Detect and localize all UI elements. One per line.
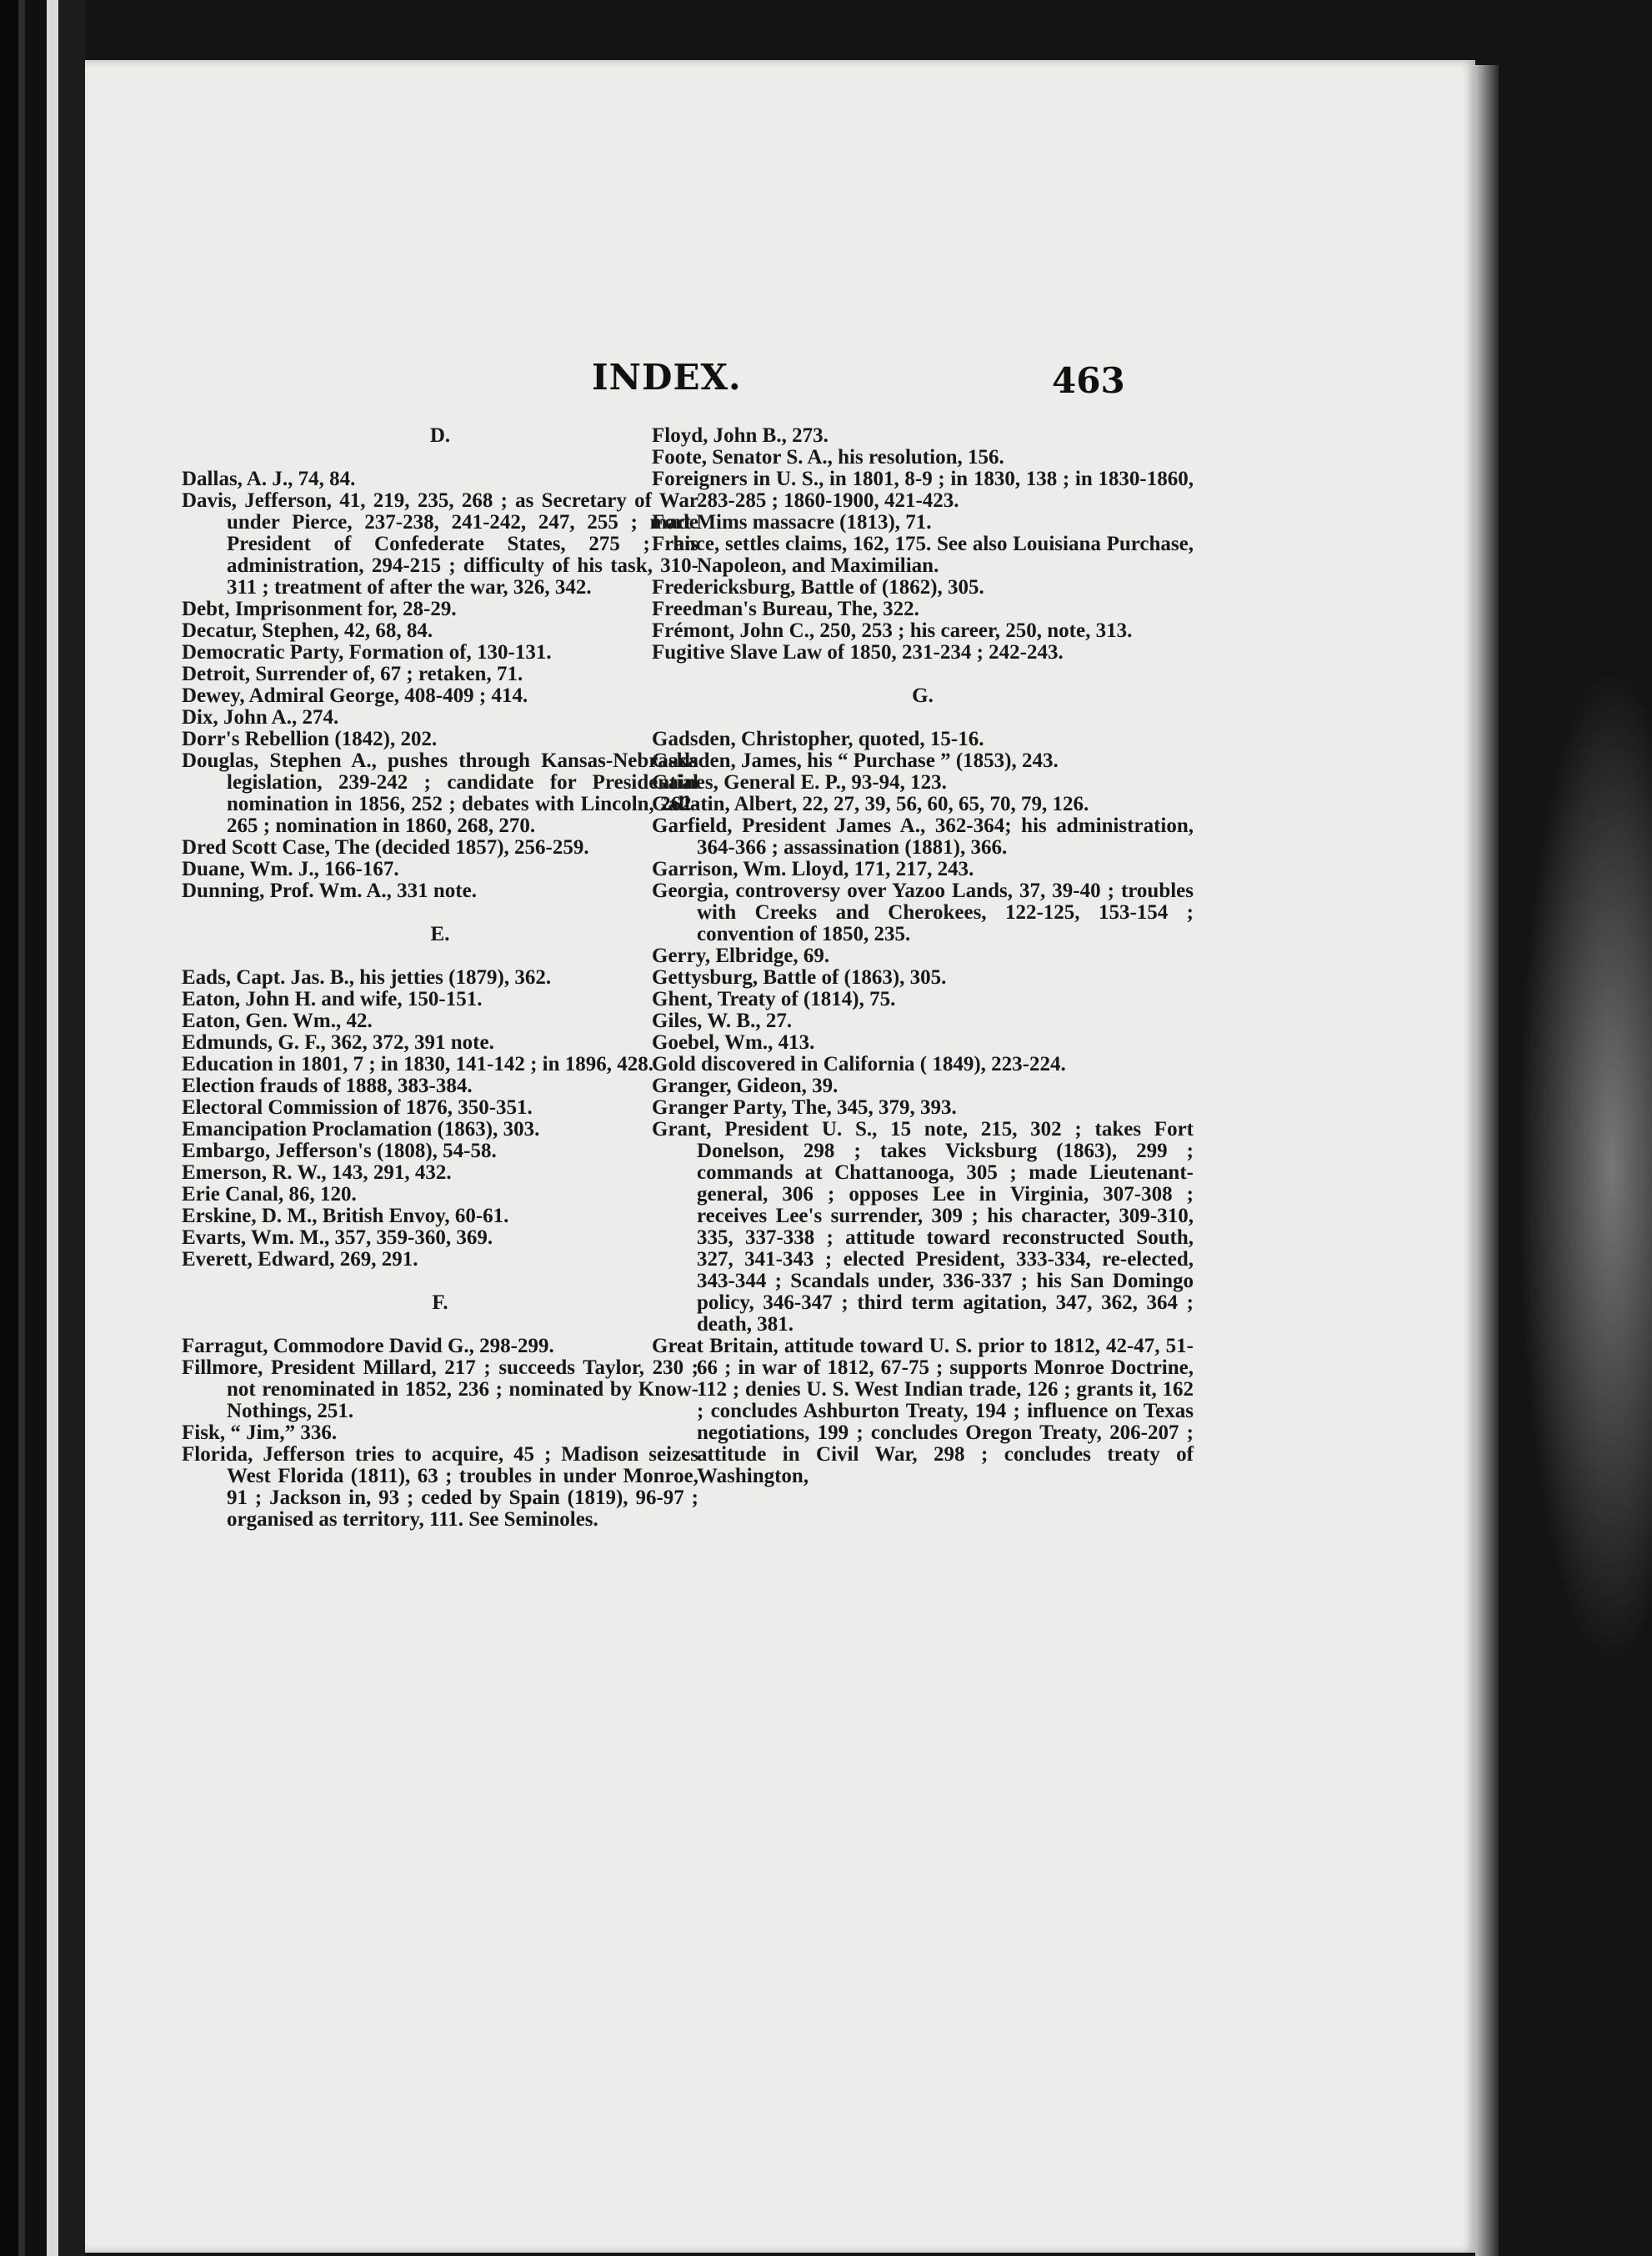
index-entry: Duane, Wm. J., 166-167.: [182, 858, 399, 880]
index-entry: Granger, Gideon, 39.: [652, 1075, 839, 1097]
index-entry: Gadsden, James, his “ Purchase ” (1853), 243.: [652, 749, 1059, 772]
index-entry: Edmunds, G. F., 362, 372, 391 note.: [182, 1031, 494, 1054]
index-entry: Detroit, Surrender of, 67 ; retaken, 71.: [182, 663, 523, 685]
index-entry: Gerry, Elbridge, 69.: [652, 945, 830, 967]
index-entry: Fredericksburg, Battle of (1862), 305.: [652, 576, 984, 599]
index-entry: Dewey, Admiral George, 408-409 ; 414.: [182, 684, 528, 707]
page-number: 463: [1052, 360, 1125, 401]
index-entry: Florida, Jefferson tries to acquire, 45 ; Madison seizes West Florida (1811), 63 ; troubles in under Monroe, 91 ; Jackson in, 93 ; ceded by Spain (1819), 96-97 ; organised as territory, 111. See Seminoles.: [182, 1443, 698, 1531]
index-entry: Fisk, “ Jim,” 336.: [182, 1421, 338, 1444]
index-entry: Foreigners in U. S., in 1801, 8-9 ; in 1830, 138 ; in 1830-1860, 283-285 ; 1860-1900, 421-423.: [652, 468, 1194, 512]
index-entry: Giles, W. B., 27.: [652, 1010, 793, 1032]
index-entry: Ghent, Treaty of (1814), 75.: [652, 988, 896, 1010]
index-entry: Gold discovered in California ( 1849), 223-224.: [652, 1053, 1066, 1075]
index-entry: Foote, Senator S. A., his resolution, 156.: [652, 446, 1004, 469]
section-letter-heading: D.: [429, 424, 451, 447]
background-light-glare: [1517, 667, 1652, 1667]
index-entry: Granger Party, The, 345, 379, 393.: [652, 1096, 957, 1119]
index-entry: Dred Scott Case, The (decided 1857), 256-259.: [182, 836, 589, 859]
index-column-left: [182, 425, 698, 1531]
index-entry: Great Britain, attitude toward U. S. prior to 1812, 42-47, 51-66 ; in war of 1812, 67-75 ; supports Monroe Doctrine, 112 ; denies U. S. West Indian trade, 126 ; grants it, 162 ; concludes Ashburton Treaty, 194 ; influence on Texas negotiations, 199 ; concludes Oregon Treaty, 206-207 ; attitude in Civil War, 298 ; concludes treaty of Washington,: [652, 1335, 1194, 1487]
index-entry: Grant, President U. S., 15 note, 215, 302 ; takes Fort Donelson, 298 ; takes Vicksburg (1863), 299 ; commands at Chattanooga, 305 ; made Lieutenant-general, 306 ; opposes Lee in Virginia, 307-308 ; receives Lee's surrender, 309 ; his character, 309-310, 335, 337-338 ; attitude toward reconstructed South, 327, 341-343 ; elected President, 333-334, re-elected, 343-344 ; Scandals under, 336-337 ; his San Domingo policy, 346-347 ; third term agitation, 347, 362, 364 ; death, 381.: [652, 1118, 1194, 1336]
index-entry: Education in 1801, 7 ; in 1830, 141-142 ; in 1896, 428.: [182, 1053, 654, 1075]
index-entry: Georgia, controversy over Yazoo Lands, 37, 39-40 ; troubles with Creeks and Cherokees, 122-125, 153-154 ; convention of 1850, 235.: [652, 880, 1194, 945]
index-entry: Freedman's Bureau, The, 322.: [652, 598, 919, 620]
index-entry: Election frauds of 1888, 383-384.: [182, 1075, 473, 1097]
index-entry: Dallas, A. J., 74, 84.: [182, 468, 356, 490]
index-entry: Erskine, D. M., British Envoy, 60-61.: [182, 1205, 509, 1227]
index-entry: Embargo, Jefferson's (1808), 54-58.: [182, 1140, 497, 1162]
index-entry: Gadsden, Christopher, quoted, 15-16.: [652, 728, 984, 750]
index-entry: Eads, Capt. Jas. B., his jetties (1879), 362.: [182, 966, 552, 989]
index-entry: Douglas, Stephen A., pushes through Kansas-Nebraska legislation, 239-242 ; candidate for Presidential nomination in 1856, 252 ; debates with Lincoln, 262-265 ; nomination in 1860, 268, 270.: [182, 749, 698, 837]
index-entry: Fugitive Slave Law of 1850, 231-234 ; 242-243.: [652, 641, 1064, 664]
index-entry: Gaines, General E. P., 93-94, 123.: [652, 771, 947, 794]
index-entry: Emancipation Proclamation (1863), 303.: [182, 1118, 540, 1141]
index-entry: Dunning, Prof. Wm. A., 331 note.: [182, 880, 477, 902]
section-letter-heading: E.: [430, 923, 450, 945]
section-letter-heading: G.: [912, 684, 934, 707]
index-entry: Garrison, Wm. Lloyd, 171, 217, 243.: [652, 858, 974, 880]
index-entry: Debt, Imprisonment for, 28-29.: [182, 598, 457, 620]
index-entry: Gallatin, Albert, 22, 27, 39, 56, 60, 65, 70, 79, 126.: [652, 793, 1089, 815]
index-entry: Emerson, R. W., 143, 291, 432.: [182, 1161, 452, 1184]
index-entry: Evarts, Wm. M., 357, 359-360, 369.: [182, 1226, 493, 1249]
index-entry: Farragut, Commodore David G., 298-299.: [182, 1335, 554, 1357]
index-entry: Electoral Commission of 1876, 350-351.: [182, 1096, 533, 1119]
page-title: INDEX.: [592, 357, 742, 398]
index-entry: Eaton, John H. and wife, 150-151.: [182, 988, 483, 1010]
index-entry: Democratic Party, Formation of, 130-131.: [182, 641, 552, 664]
index-column-right: [652, 425, 1194, 1487]
index-entry: Frémont, John C., 250, 253 ; his career, 250, note, 313.: [652, 619, 1133, 642]
index-entry: Garfield, President James A., 362-364; his administration, 364-366 ; assassination (1881), 366.: [652, 815, 1194, 859]
index-entry: Dorr's Rebellion (1842), 202.: [182, 728, 438, 750]
section-letter-heading: F.: [432, 1291, 448, 1314]
index-entry: Erie Canal, 86, 120.: [182, 1183, 357, 1206]
index-entry: Floyd, John B., 273.: [652, 424, 829, 447]
index-entry: Fillmore, President Millard, 217 ; succeeds Taylor, 230 ; not renominated in 1852, 236 ; nominated by Know-Nothings, 251.: [182, 1356, 698, 1422]
book-binding-edge: [0, 0, 85, 2256]
index-entry: Gettysburg, Battle of (1863), 305.: [652, 966, 947, 989]
index-entry: Eaton, Gen. Wm., 42.: [182, 1010, 373, 1032]
index-entry: Davis, Jefferson, 41, 219, 235, 268 ; as Secretary of War under Pierce, 237-238, 241-242, 247, 255 ; made President of Confederate States, 275 ; his administration, 294-215 ; difficulty of his task, 310-311 ; treatment of after the war, 326, 342.: [182, 489, 698, 599]
index-entry: Decatur, Stephen, 42, 68, 84.: [182, 619, 433, 642]
index-entry: Everett, Edward, 269, 291.: [182, 1248, 418, 1271]
index-entry: Goebel, Wm., 413.: [652, 1031, 815, 1054]
index-entry: France, settles claims, 162, 175. See also Louisiana Purchase, Napoleon, and Maximilian.: [652, 533, 1194, 577]
page-header: [0, 357, 1652, 407]
index-entry: Dix, John A., 274.: [182, 706, 339, 729]
index-entry: Fort Mims massacre (1813), 71.: [652, 511, 932, 534]
